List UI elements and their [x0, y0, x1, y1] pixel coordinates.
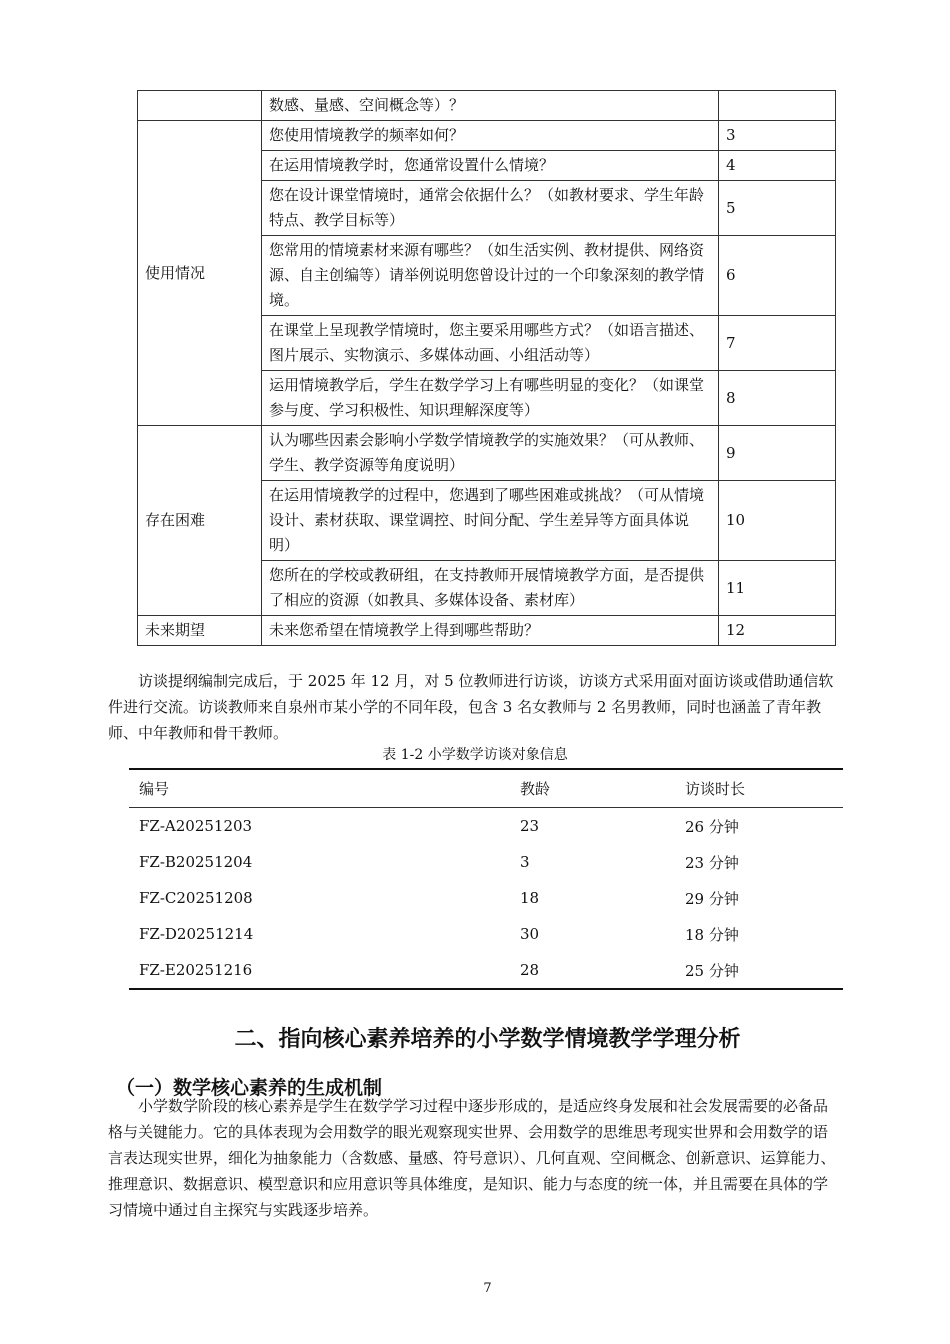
number-cell: [719, 91, 836, 121]
question-cell: 未来您希望在情境教学上得到哪些帮助？: [262, 616, 719, 646]
duration-cell: 29 分钟: [685, 889, 739, 908]
experience-cell: 23: [520, 817, 540, 835]
id-cell: FZ-A20251203: [139, 817, 253, 835]
table-row: [138, 121, 836, 151]
id-cell: FZ-E20251216: [139, 961, 253, 979]
question-cell: 数感、量感、空间概念等）？: [262, 91, 719, 121]
question-cell: 您在设计课堂情境时，通常会依据什么？（如教材要求、学生年龄特点、教学目标等）: [262, 181, 719, 236]
body-paragraph: 小学数学阶段的核心素养是学生在数学学习过程中逐步形成的，是适应终身发展和社会发展需要的必备品格与关键能力。它的具体表现为会用数学的眼光观察现实世界、会用数学的思维思考现实世界和会用数学的语言表达现实世界，细化为抽象能力（含数感、量感、符号意识）、几何直观、空间概念、创新意识、运算能力、推理意识、数据意识、模型意识和应用意识等具体维度，是知识、能力与态度的统一体，并且需要在具体的学习情境中通过自主探究与实践逐步培养。: [108, 1097, 836, 1219]
page-number: 7: [483, 1281, 492, 1296]
column-header-duration: 访谈时长: [675, 769, 843, 808]
number-cell: 9: [719, 426, 836, 481]
question-cell: 您常用的情境素材来源有哪些？（如生活实例、教材提供、网络资源、自主创编等）请举例说明您曾设计过的一个印象深刻的教学情境。: [262, 236, 719, 316]
number-cell: 11: [719, 561, 836, 616]
table-caption: 表 1-2 小学数学访谈对象信息: [382, 747, 568, 763]
category-cell: 存在困难: [138, 426, 262, 616]
table-row: [129, 808, 843, 845]
table-row: [138, 91, 836, 121]
experience-cell: 3: [520, 853, 530, 871]
id-cell: FZ-D20251214: [139, 925, 254, 943]
table-header-row: [129, 769, 843, 808]
id-cell: FZ-B20251204: [139, 853, 253, 871]
number-cell: 7: [719, 316, 836, 371]
subsection-heading: （一）数学核心素养的生成机制: [116, 1077, 383, 1099]
category-cell: 使用情况: [138, 121, 262, 426]
column-header-experience: 教龄: [510, 769, 675, 808]
question-cell: 运用情境教学后，学生在数学学习上有哪些明显的变化？（如课堂参与度、学习积极性、知识理解深度等）: [262, 371, 719, 426]
column-header-id: 编号: [129, 769, 510, 808]
question-cell: 您使用情境教学的频率如何？: [262, 121, 719, 151]
duration-cell: 18 分钟: [685, 925, 739, 944]
table-row: [129, 916, 843, 952]
number-cell: 10: [719, 481, 836, 561]
number-cell: 3: [719, 121, 836, 151]
duration-cell: 25 分钟: [685, 961, 739, 980]
number-cell: 4: [719, 151, 836, 181]
question-cell: 在运用情境教学的过程中，您遇到了哪些困难或挑战？（可从情境设计、素材获取、课堂调控、时间分配、学生差异等方面具体说明）: [262, 481, 719, 561]
table-row: [138, 616, 836, 646]
question-cell: 您所在的学校或教研组，在支持教师开展情境教学方面，是否提供了相应的资源（如教具、多媒体设备、素材库）: [262, 561, 719, 616]
number-cell: 8: [719, 371, 836, 426]
experience-cell: 30: [520, 925, 540, 943]
question-cell: 认为哪些因素会影响小学数学情境教学的实施效果？（可从教师、学生、教学资源等角度说明）: [262, 426, 719, 481]
number-cell: 12: [719, 616, 836, 646]
question-cell: 在课堂上呈现教学情境时，您主要采用哪些方式？（如语言描述、图片展示、实物演示、多媒体动画、小组活动等）: [262, 316, 719, 371]
duration-cell: 23 分钟: [685, 853, 739, 872]
number-cell: 5: [719, 181, 836, 236]
duration-cell: 26 分钟: [685, 817, 739, 836]
table-row: [138, 426, 836, 481]
interview-outline-table: [137, 90, 836, 646]
table-row: [129, 952, 843, 989]
number-cell: 6: [719, 236, 836, 316]
table-cell: [138, 91, 262, 121]
table-row: [129, 880, 843, 916]
id-cell: FZ-C20251208: [139, 889, 253, 907]
category-cell: 未来期望: [138, 616, 262, 646]
question-cell: 在运用情境教学时，您通常设置什么情境？: [262, 151, 719, 181]
experience-cell: 28: [520, 961, 540, 979]
table-row: [129, 844, 843, 880]
section-heading: 二、指向核心素养培养的小学数学情境教学学理分析: [234, 1027, 741, 1052]
body-paragraph: 访谈提纲编制完成后，于 2025 年 12 月，对 5 位教师进行访谈，访谈方式采用面对面访谈或借助通信软件进行交流。访谈教师来自泉州市某小学的不同年段，包含 3 名女教师与 2 名男教师，同时也涵盖了青年教师、中年教师和骨干教师。: [108, 672, 834, 742]
experience-cell: 18: [520, 889, 540, 907]
interviewee-info-table: [129, 768, 843, 990]
